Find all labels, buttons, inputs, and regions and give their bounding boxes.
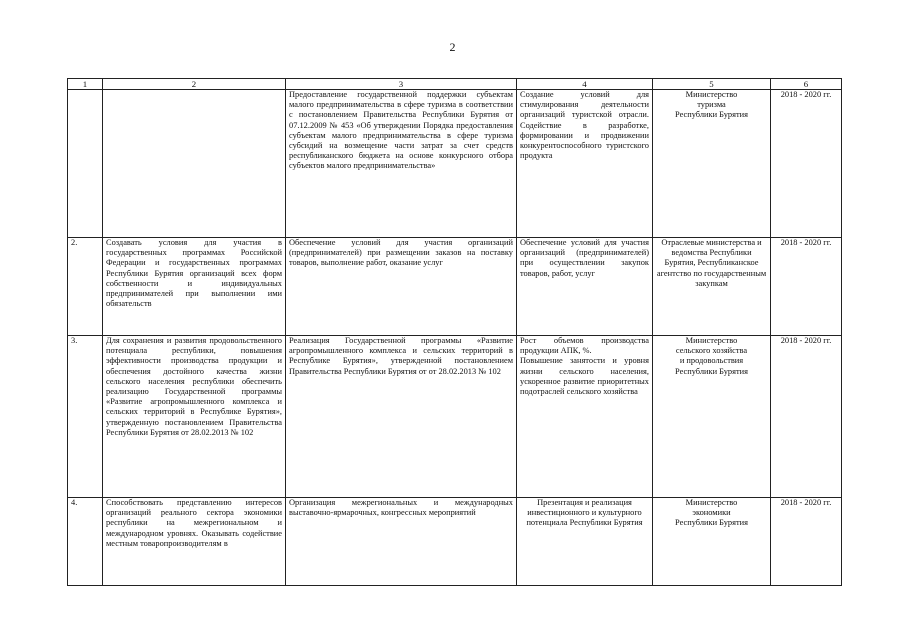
measures-table <box>67 78 842 586</box>
period-cell: 2018 - 2020 гг. <box>771 498 842 586</box>
header-col-1: 1 <box>68 79 103 90</box>
table-row <box>68 90 842 238</box>
executor-cell: Отраслевые министерства и ведомства Республики Бурятия, Республиканское агентство по государственным закупкам <box>653 238 771 336</box>
result-cell: Обеспечение условий для участия организаций (предпринимателей) при осуществлении закупок товаров, работ, услуг <box>517 238 653 336</box>
measure-cell: Организация межрегиональных и международных выставочно-ярмарочных, конгрессных мероприятий <box>286 498 517 586</box>
executor-cell: Министерство экономики Республики Бурятия <box>653 498 771 586</box>
header-col-4: 4 <box>517 79 653 90</box>
measure-cell: Реализация Государственной программы «Развитие агропромышленного комплекса и сельских территорий в Республике Бурятия», утвержденной постановлением Правительства Республики Бурятия от от 28.02.2013 № 102 <box>286 336 517 498</box>
task-cell <box>103 90 286 238</box>
table-header-row <box>68 79 842 90</box>
period-cell: 2018 - 2020 гг. <box>771 336 842 498</box>
table-row <box>68 238 842 336</box>
page-number: 2 <box>449 40 456 54</box>
table-row <box>68 336 842 498</box>
row-number: 3. <box>68 336 103 498</box>
task-cell: Для сохранения и развития продовольственного потенциала республики, повышения эффективности производства продукции и обеспечения достойного качества жизни сельского населения республики обеспечить реализацию Государственной программы «Развитие агропромышленного комплекса и сельских территорий в Республике Бурятия», утвержденную постановлением Правительства Республики Бурятия от 28.02.2013 № 102 <box>103 336 286 498</box>
task-cell: Способствовать представлению интересов организаций реального сектора экономики республики на межрегиональном и международном уровнях. Оказывать содействие местным товаропроизводителям в <box>103 498 286 586</box>
header-col-5: 5 <box>653 79 771 90</box>
result-cell: Рост объемов производства продукции АПК, %. Повышение занятости и уровня жизни сельского населения, ускоренное развитие приоритетных подотраслей сельского хозяйства <box>517 336 653 498</box>
period-cell: 2018 - 2020 гг. <box>771 90 842 238</box>
executor-cell: Министерство сельского хозяйства и продовольствия Республики Бурятия <box>653 336 771 498</box>
period-cell: 2018 - 2020 гг. <box>771 238 842 336</box>
table-row <box>68 498 842 586</box>
task-cell: Создавать условия для участия в государственных программах Российской Федерации и государственных программах Республики Бурятия организаций всех форм собственности и индивидуальных предпринимателей при выполнении ими обязательств <box>103 238 286 336</box>
row-number: 4. <box>68 498 103 586</box>
row-number: 2. <box>68 238 103 336</box>
header-col-3: 3 <box>286 79 517 90</box>
header-col-6: 6 <box>771 79 842 90</box>
header-col-2: 2 <box>103 79 286 90</box>
result-cell: Создание условий для стимулирования деятельности организаций туристской отрасли. Содействие в разработке, формировании и продвижении конкурентоспособного туристского продукта <box>517 90 653 238</box>
row-number <box>68 90 103 238</box>
measure-cell: Обеспечение условий для участия организаций (предпринимателей) при размещении заказов на поставку товаров, выполнение работ, оказание услуг <box>286 238 517 336</box>
result-cell: Презентация и реализация инвестиционного и культурного потенциала Республики Бурятия <box>517 498 653 586</box>
executor-cell: Министерство туризма Республики Бурятия <box>653 90 771 238</box>
measure-cell: Предоставление государственной поддержки субъектам малого предпринимательства в сфере туризма в соответствии с постановлением Правительства Республики Бурятия от 07.12.2009 № 453 «Об утверждении Порядка предоставления субъектам малого предпринимательства в сфере туризма субсидий на возмещение части затрат за счет средств республиканского бюджета на основе конкурсного отбора субъектов малого предпринимательства» <box>286 90 517 238</box>
